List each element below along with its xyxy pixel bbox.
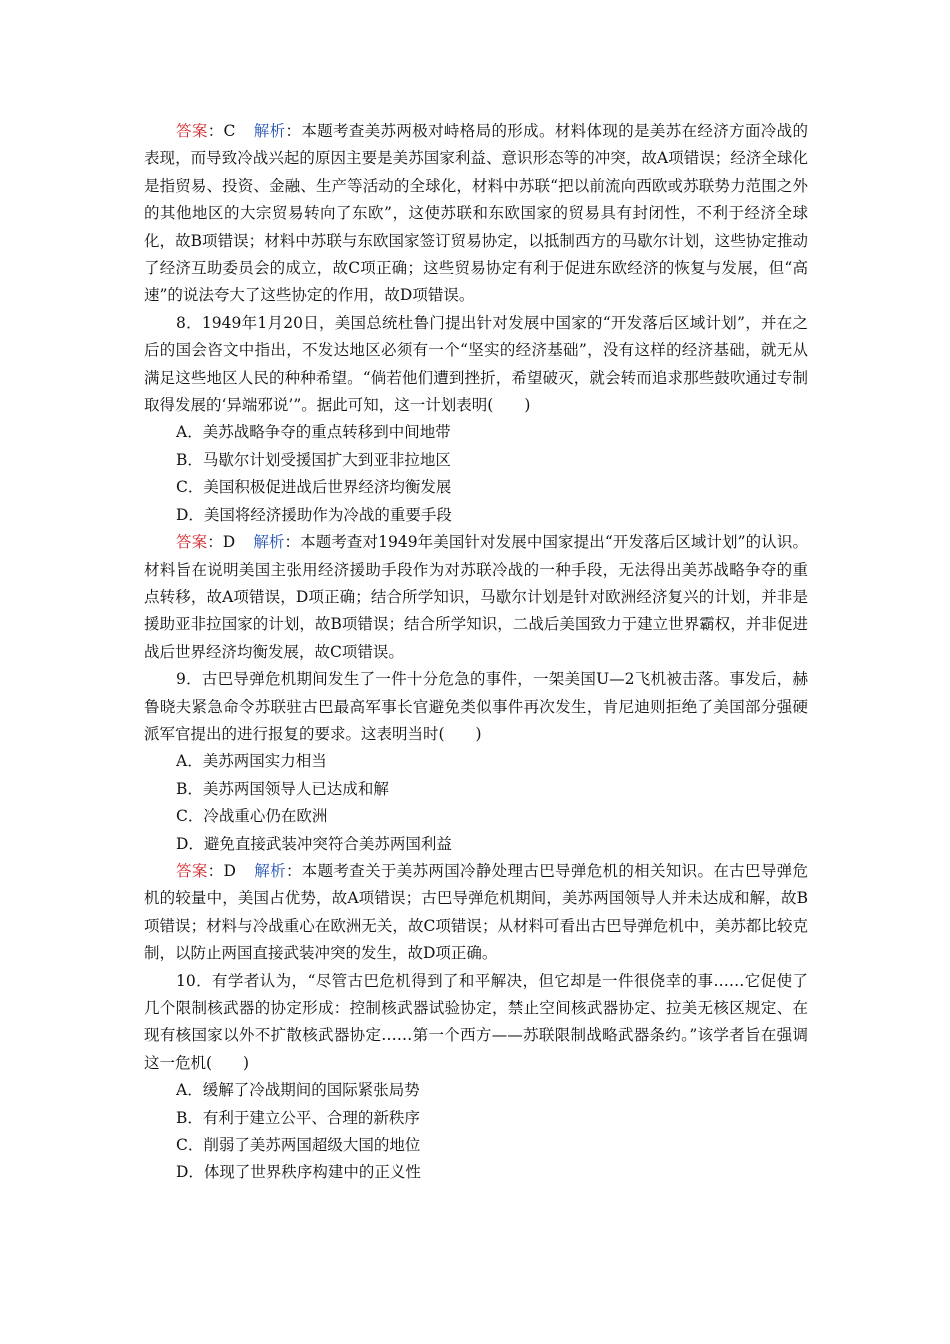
option-a-q9: A．美苏两国实力相当 — [176, 752, 327, 771]
option-a-q10: A．缓解了冷战期间的国际紧张局势 — [176, 1081, 420, 1100]
option-d-q8: D．美国将经济援助作为冷战的重要手段 — [176, 505, 452, 524]
option-b-q8: B．马歇尔计划受援国扩大到亚非拉地区 — [176, 450, 451, 469]
answer-block-q9 — [144, 858, 808, 968]
question-stem-q8: 8．1949年1月20日，美国总统杜鲁门提出针对发展中国家的“开发落后区域计划”，并在之后的国会咨文中指出，不发达地区必须有一个“坚实的经济基础”，没有这样的经济基础，就无从满足这些地区人民的种种希望。“倘若他们遭到挫折，希望破灭，就会转而追求那些鼓吹通过专制取得发展的‘异端邪说’”。据此可知，这一计划表明( ) — [144, 313, 808, 415]
answer-value: ：C — [207, 122, 236, 140]
document-page — [144, 118, 808, 1187]
option-b-q10: B．有利于建立公平、合理的新秩序 — [176, 1108, 420, 1127]
option-a-q8: A．美苏战略争夺的重点转移到中间地带 — [176, 423, 451, 442]
analysis-text: ：本题考查美苏两极对峙格局的形成。材料体现的是美苏在经济方面冷战的表现，而导致冷战兴起的原因主要是美苏国家利益、意识形态等的冲突，故A项错误；经济全球化是指贸易、投资、金融、生产等活动的全球化，材料中苏联“把以前流向西欧或苏联势力范围之外的其他地区的大宗贸易转向了东欧”，这使苏联和东欧国家的贸易具有封闭性，不利于经济全球化，故B项错误；材料中苏联与东欧国家签订贸易协定，以抵制西方的马歇尔计划，这些协定推动了经济互助委员会的成立，故C项正确；这些贸易协定有利于促进东欧经济的恢复与发展，但“高速”的说法夸大了这些协定的作用，故D项错误。 — [144, 122, 808, 305]
analysis-label: 解析 — [253, 533, 285, 552]
answer-value: ：D — [207, 861, 236, 880]
option-c-q10: C．削弱了美苏两国超级大国的地位 — [176, 1136, 421, 1155]
analysis-label: 解析 — [253, 122, 286, 140]
question-stem-q9: 9．古巴导弹危机期间发生了一件十分危急的事件，一架美国U—2飞机被击落。事发后，赫鲁晓夫紧急命令苏联驻古巴最高军事长官避免类似事件再次发生，肯尼迪则拒绝了美国部分强硬派军官提出的进行报复的要求。这表明当时( ) — [144, 670, 808, 743]
analysis-text: ：本题考查关于美苏两国冷静处理古巴导弹危机的相关知识。在古巴导弹危机的较量中，美国占优势，故A项错误；古巴导弹危机期间，美苏两国领导人并未达成和解，故B项错误；材料与冷战重心在欧洲无关，故C项错误；从材料可看出古巴导弹危机中，美苏都比较克制，以防止两国直接武装冲突的发生，故D项正确。 — [144, 861, 808, 963]
option-b-q9: B．美苏两国领导人已达成和解 — [176, 779, 389, 798]
question-stem-q10: 10．有学者认为，“尽管古巴危机得到了和平解决，但它却是一件很侥幸的事……它促使了几个限制核武器的协定形成：控制核武器试验协定，禁止空间核武器协定、拉美无核区规定、在现有核国家以外不扩散核武器协定……第一个西方——苏联限制战略武器条约。”该学者旨在强调这一危机( ) — [144, 971, 808, 1072]
answer-label: 答案 — [176, 122, 208, 140]
answer-block-q8 — [144, 529, 808, 666]
option-d-q9: D．避免直接武装冲突符合美苏两国利益 — [176, 834, 452, 853]
answer-block-q7 — [144, 118, 808, 310]
analysis-text: ：本题考查对1949年美国针对发展中国家提出“开发落后区域计划”的认识。材料旨在说明美国主张用经济援助手段作为对苏联冷战的一种手段，无法得出美苏战略争夺的重点转移，故A项错误，D项正确；结合所学知识，马歇尔计划是针对欧洲经济复兴的计划，并非是援助亚非拉国家的计划，故B项错误；结合所学知识，二战后美国致力于建立世界霸权，并非促进战后世界经济均衡发展，故C项错误。 — [144, 533, 808, 661]
option-d-q10: D．体现了世界秩序构建中的正义性 — [176, 1163, 421, 1182]
option-c-q9: C．冷战重心仍在欧洲 — [176, 807, 328, 826]
analysis-label: 解析 — [253, 861, 286, 880]
option-c-q8: C．美国积极促进战后世界经济均衡发展 — [176, 478, 452, 497]
answer-label: 答案 — [176, 861, 208, 880]
answer-value: ：D — [207, 533, 236, 552]
answer-label: 答案 — [176, 533, 208, 552]
